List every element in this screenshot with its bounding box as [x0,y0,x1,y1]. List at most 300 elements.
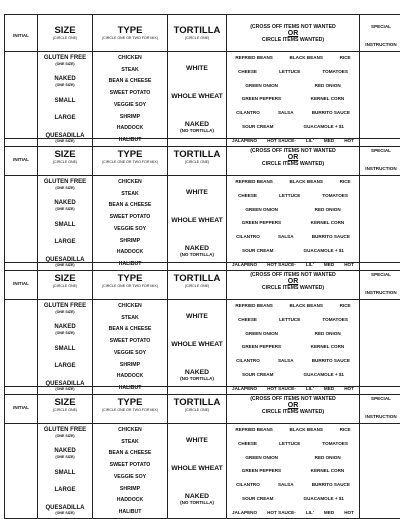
topping-option[interactable]: GREEN ONION [245,455,278,460]
size-option[interactable] [38,363,92,370]
toppings-row [227,193,359,198]
type-option[interactable]: CHICKEN [93,55,167,61]
toppings-row [227,83,359,88]
topping-option[interactable]: KERNEL CORN [311,468,345,473]
size-option-label: QUESADILLA [46,505,85,511]
size-title: SIZE [38,150,92,160]
topping-option[interactable]: BURRITO SAUCE [312,482,350,487]
tortilla-option-note: (NO TORTILLA) [168,128,226,133]
size-option[interactable] [38,115,92,122]
topping-option[interactable]: GREEN PEPPERS [242,344,281,349]
order-table [4,386,400,519]
size-option[interactable] [38,470,92,477]
topping-option[interactable]: LIL' [306,386,314,391]
type-option[interactable]: SHRIMP [93,114,167,120]
size-option[interactable] [38,505,92,516]
type-option[interactable]: HADDOCK [93,497,167,503]
size-option[interactable] [38,487,92,494]
order-block [4,386,396,508]
size-header [38,15,93,52]
topping-option[interactable]: JALAPENO [232,262,257,267]
topping-option[interactable]: HOT SAUCE- [267,138,296,143]
type-option[interactable]: VEGGIE SOY [93,226,167,232]
size-option-label: QUESADILLA [46,133,85,139]
options-instruction-or: OR [227,30,359,37]
tortilla-cell [168,424,227,519]
size-option-label: LARGE [55,363,76,369]
toppings-options [227,176,359,270]
toppings-row [227,358,359,363]
size-option-note: (ONE SIZE) [38,62,92,66]
size-option[interactable] [38,346,92,353]
type-option[interactable]: HALIBUT [93,261,167,267]
topping-option[interactable]: TOMATOES [322,193,348,198]
type-title: TYPE [93,398,167,408]
type-option[interactable]: VEGGIE SOY [93,102,167,108]
topping-option[interactable]: RICE [340,303,351,308]
toppings-row [227,220,359,225]
size-option[interactable] [38,239,92,246]
topping-option[interactable]: LIL' [306,510,314,515]
type-option[interactable]: SWEET POTATO [93,90,167,96]
type-cell [93,300,168,395]
options-instruction-or: OR [227,154,359,161]
topping-option[interactable]: CILANTRO [236,358,260,363]
toppings-row [227,344,359,349]
size-option-note: (ONE SIZE) [38,83,92,87]
tortilla-option[interactable] [168,493,226,505]
order-table [4,262,400,395]
topping-option[interactable]: SOUR CREAM [242,372,273,377]
tortilla-title: TORTILLA [168,398,226,408]
topping-option[interactable]: REFRIED BEANS [235,55,273,60]
topping-option[interactable]: TOMATOES [322,69,348,74]
tortilla-option-label: NAKED [185,245,209,252]
initial-cell[interactable] [5,176,38,271]
size-option-label: QUESADILLA [46,257,85,263]
toppings-row [227,510,359,515]
topping-option[interactable]: LIL' [306,138,314,143]
tortilla-option-label: WHOLE WHEAT [171,93,223,100]
topping-option[interactable]: BLACK BEANS [290,427,323,432]
topping-option[interactable]: GREEN ONION [245,331,278,336]
tortilla-title: TORTILLA [168,26,226,36]
size-option[interactable] [38,179,92,190]
tortilla-option-label: WHOLE WHEAT [171,341,223,348]
tortilla-option-label: WHITE [186,189,208,196]
topping-option[interactable]: HOT SAUCE- [267,510,296,515]
size-option[interactable] [38,448,92,459]
initial-cell[interactable] [5,52,38,147]
topping-option[interactable]: MED [324,510,334,515]
options-instruction-line1: (CROSS OFF ITEMS NOT WANTED [227,272,359,278]
type-cell [93,424,168,519]
tortilla-option-note: (NO TORTILLA) [168,500,226,505]
header-row [5,263,400,300]
toppings-row [227,441,359,446]
topping-option[interactable]: LETTUCE [279,441,300,446]
size-option-label: NAKED [54,200,75,206]
topping-option[interactable]: HOT [344,386,354,391]
type-header [93,139,168,176]
tortilla-option[interactable] [168,217,226,224]
topping-option[interactable]: MED [324,262,334,267]
toppings-row [227,455,359,460]
topping-option[interactable]: SALSA [278,358,294,363]
topping-option[interactable]: BLACK BEANS [290,303,323,308]
toppings-cell [227,424,360,519]
options-instruction-line2: CIRCLE ITEMS WANTED) [227,409,359,415]
size-option[interactable] [38,222,92,229]
tortilla-header [168,15,227,52]
options-instruction-line2: CIRCLE ITEMS WANTED) [227,37,359,43]
options-instruction-line1: (CROSS OFF ITEMS NOT WANTED [227,148,359,154]
special-header [360,263,400,300]
topping-option[interactable]: GUACAMOLE + $1 [304,372,344,377]
topping-option[interactable]: HOT SAUCE- [267,262,296,267]
size-cell [38,424,93,519]
size-option-label: GLUTEN FREE [44,303,86,309]
tortilla-option[interactable] [168,369,226,381]
size-options [38,300,92,394]
tortilla-title: TORTILLA [168,150,226,160]
size-option-note: (ONE SIZE) [38,511,92,515]
header-row [5,387,400,424]
tortilla-option[interactable] [168,93,226,100]
tortilla-option[interactable] [168,341,226,348]
special-instruction-label: SPECIAL INSTRUCTION [365,396,396,419]
topping-option[interactable]: GREEN ONION [245,83,278,88]
order-table [4,138,400,271]
type-options [93,424,167,518]
initial-label: INITIAL [13,157,29,162]
topping-option[interactable]: REFRIED BEANS [235,427,273,432]
tortilla-option[interactable] [168,121,226,133]
type-option[interactable]: STEAK [93,67,167,73]
size-option-note: (ONE SIZE) [38,263,92,267]
size-option-label: LARGE [55,487,76,493]
topping-option[interactable]: GUACAMOLE + $1 [304,124,344,129]
topping-option[interactable]: GREEN ONION [245,207,278,212]
options-instruction-or: OR [227,278,359,285]
type-header [93,263,168,300]
tortilla-option-label: WHITE [186,65,208,72]
special-instruction-label: SPECIAL INSTRUCTION [365,24,396,47]
topping-option[interactable]: LIL' [306,262,314,267]
special-header [360,139,400,176]
size-option-label: LARGE [55,115,76,121]
size-cell [38,52,93,147]
tortilla-option-label: NAKED [185,121,209,128]
options-header [227,15,360,52]
toppings-options [227,52,359,146]
topping-option[interactable]: GREEN PEPPERS [242,468,281,473]
initial-label: INITIAL [13,405,29,410]
tortilla-option-note: (NO TORTILLA) [168,252,226,257]
topping-option[interactable]: LETTUCE [279,69,300,74]
initial-header [5,263,38,300]
type-option[interactable]: SHRIMP [93,238,167,244]
type-option[interactable]: BEAN & CHEESE [93,202,167,208]
topping-option[interactable]: CHEESE [238,69,257,74]
tortilla-cell [168,300,227,395]
type-option[interactable]: VEGGIE SOY [93,350,167,356]
type-option[interactable]: STEAK [93,315,167,321]
tortilla-option-label: NAKED [185,493,209,500]
size-option-note: (ONE SIZE) [38,139,92,143]
topping-option[interactable]: RICE [340,55,351,60]
topping-option[interactable]: CILANTRO [236,482,260,487]
initial-header [5,387,38,424]
entry-row [5,424,400,519]
type-option[interactable]: SWEET POTATO [93,462,167,468]
size-option-label: SMALL [55,470,76,476]
options-header [227,139,360,176]
toppings-row [227,179,359,184]
initial-header [5,139,38,176]
type-option[interactable]: HADDOCK [93,249,167,255]
topping-option[interactable]: SALSA [278,110,294,115]
special-instruction-cell[interactable] [360,52,400,147]
size-option-label: SMALL [55,346,76,352]
options-instruction-line1: (CROSS OFF ITEMS NOT WANTED [227,396,359,402]
topping-option[interactable]: HOT [344,510,354,515]
size-options [38,424,92,518]
size-option-label: SMALL [55,222,76,228]
topping-option[interactable]: LETTUCE [279,193,300,198]
type-option[interactable]: SWEET POTATO [93,214,167,220]
size-subtitle: (CIRCLE ONE) [38,284,92,289]
type-option[interactable]: SHRIMP [93,362,167,368]
tortilla-option[interactable] [168,189,226,196]
topping-option[interactable]: SALSA [278,234,294,239]
tortilla-option-label: WHOLE WHEAT [171,465,223,472]
topping-option[interactable]: LETTUCE [279,317,300,322]
type-option[interactable]: CHICKEN [93,427,167,433]
size-option-label: NAKED [54,448,75,454]
tortilla-option[interactable] [168,465,226,472]
size-option-note: (ONE SIZE) [38,455,92,459]
topping-option[interactable]: BLACK BEANS [290,179,323,184]
special-instruction-label: SPECIAL INSTRUCTION [365,148,396,171]
tortilla-option[interactable] [168,313,226,320]
topping-option[interactable]: REFRIED BEANS [235,303,273,308]
header-row [5,15,400,52]
tortilla-header [168,139,227,176]
size-option-label: GLUTEN FREE [44,427,86,433]
type-cell [93,176,168,271]
initial-cell[interactable] [5,300,38,395]
topping-option[interactable]: HOT [344,262,354,267]
topping-option[interactable]: JALAPENO [232,386,257,391]
topping-option[interactable]: KERNEL CORN [311,96,345,101]
topping-option[interactable]: TOMATOES [322,441,348,446]
special-instruction-cell[interactable] [360,300,400,395]
type-option[interactable]: HALIBUT [93,385,167,391]
entry-row [5,176,400,271]
topping-option[interactable]: RED ONION [315,455,341,460]
toppings-cell [227,176,360,271]
topping-option[interactable]: RED ONION [315,331,341,336]
topping-option[interactable]: BURRITO SAUCE [312,358,350,363]
tortilla-header [168,387,227,424]
options-header [227,263,360,300]
toppings-row [227,372,359,377]
size-option[interactable] [38,303,92,314]
tortilla-subtitle: (CIRCLE ONE) [168,36,226,41]
size-options [38,176,92,270]
initial-header [5,15,38,52]
topping-option[interactable]: CHEESE [238,441,257,446]
size-title: SIZE [38,26,92,36]
topping-option[interactable]: SALSA [278,482,294,487]
toppings-cell [227,52,360,147]
type-title: TYPE [93,274,167,284]
tortilla-cell [168,52,227,147]
topping-option[interactable]: SOUR CREAM [242,124,273,129]
topping-option[interactable]: RED ONION [315,207,341,212]
type-option[interactable]: HALIBUT [93,509,167,515]
type-option[interactable]: BEAN & CHEESE [93,326,167,332]
topping-option[interactable]: GUACAMOLE + $1 [304,496,344,501]
size-option-label: NAKED [54,324,75,330]
tortilla-title: TORTILLA [168,274,226,284]
type-option[interactable]: CHICKEN [93,303,167,309]
tortilla-header [168,263,227,300]
type-option[interactable]: BEAN & CHEESE [93,78,167,84]
tortilla-subtitle: (CIRCLE ONE) [168,160,226,165]
initial-label: INITIAL [13,33,29,38]
toppings-row [227,207,359,212]
topping-option[interactable]: CHEESE [238,317,257,322]
type-subtitle: (CIRCLE ONE OR TWO FOR MIX) [93,36,167,41]
type-header [93,387,168,424]
initial-cell[interactable] [5,424,38,519]
size-cell [38,176,93,271]
size-option[interactable] [38,200,92,211]
size-option-note: (ONE SIZE) [38,434,92,438]
topping-option[interactable]: GREEN PEPPERS [242,220,281,225]
topping-option[interactable]: GREEN PEPPERS [242,96,281,101]
size-subtitle: (CIRCLE ONE) [38,36,92,41]
size-option-label: SMALL [55,98,76,104]
tortilla-option[interactable] [168,245,226,257]
topping-option[interactable]: REFRIED BEANS [235,179,273,184]
type-option[interactable]: SWEET POTATO [93,338,167,344]
type-option[interactable]: VEGGIE SOY [93,474,167,480]
size-option-note: (ONE SIZE) [38,186,92,190]
tortilla-options [168,424,226,518]
topping-option[interactable]: RICE [340,179,351,184]
toppings-row [227,427,359,432]
size-option[interactable] [38,324,92,335]
topping-option[interactable]: KERNEL CORN [311,344,345,349]
tortilla-option[interactable] [168,437,226,444]
topping-option[interactable]: RICE [340,427,351,432]
size-option[interactable] [38,427,92,438]
tortilla-option[interactable] [168,65,226,72]
toppings-row [227,96,359,101]
topping-option[interactable]: HOT [344,138,354,143]
topping-option[interactable]: TOMATOES [322,317,348,322]
entry-row [5,52,400,147]
topping-option[interactable]: HOT SAUCE- [267,386,296,391]
size-option-label: QUESADILLA [46,381,85,387]
toppings-row [227,234,359,239]
type-option[interactable]: STEAK [93,191,167,197]
size-option-label: NAKED [54,76,75,82]
tortilla-options [168,300,226,394]
size-option[interactable] [38,55,92,66]
order-block [4,138,396,260]
options-instruction-line2: CIRCLE ITEMS WANTED) [227,161,359,167]
topping-option[interactable]: CHEESE [238,193,257,198]
type-header [93,15,168,52]
toppings-row [227,55,359,60]
type-subtitle: (CIRCLE ONE OR TWO FOR MIX) [93,284,167,289]
topping-option[interactable]: GUACAMOLE + $1 [304,248,344,253]
special-instruction-cell[interactable] [360,176,400,271]
type-option[interactable]: STEAK [93,439,167,445]
type-subtitle: (CIRCLE ONE OR TWO FOR MIX) [93,160,167,165]
topping-option[interactable]: BURRITO SAUCE [312,234,350,239]
topping-option[interactable]: SOUR CREAM [242,248,273,253]
type-option[interactable]: HADDOCK [93,125,167,131]
size-subtitle: (CIRCLE ONE) [38,160,92,165]
toppings-row [227,482,359,487]
size-options [38,52,92,146]
size-option-label: GLUTEN FREE [44,179,86,185]
topping-option[interactable]: BURRITO SAUCE [312,110,350,115]
topping-option[interactable]: MED [324,386,334,391]
special-instruction-cell[interactable] [360,424,400,519]
options-instruction-or: OR [227,402,359,409]
options-instruction-line2: CIRCLE ITEMS WANTED) [227,285,359,291]
type-option[interactable]: HALIBUT [93,137,167,143]
size-header [38,263,93,300]
type-option[interactable]: CHICKEN [93,179,167,185]
topping-option[interactable]: JALAPENO [232,138,257,143]
topping-option[interactable]: BLACK BEANS [290,55,323,60]
tortilla-option-note: (NO TORTILLA) [168,376,226,381]
tortilla-subtitle: (CIRCLE ONE) [168,408,226,413]
toppings-row [227,124,359,129]
size-option[interactable] [38,98,92,105]
size-title: SIZE [38,274,92,284]
size-header [38,139,93,176]
topping-option[interactable]: CILANTRO [236,110,260,115]
type-option[interactable]: SHRIMP [93,486,167,492]
tortilla-option-label: WHITE [186,437,208,444]
topping-option[interactable]: SOUR CREAM [242,496,273,501]
tortilla-option-label: NAKED [185,369,209,376]
topping-option[interactable]: RED ONION [315,83,341,88]
type-options [93,300,167,394]
topping-option[interactable]: KERNEL CORN [311,220,345,225]
type-option[interactable]: HADDOCK [93,373,167,379]
type-options [93,52,167,146]
type-option[interactable]: BEAN & CHEESE [93,450,167,456]
topping-option[interactable]: MED [324,138,334,143]
size-option[interactable] [38,76,92,87]
entry-row [5,300,400,395]
tortilla-subtitle: (CIRCLE ONE) [168,284,226,289]
type-subtitle: (CIRCLE ONE OR TWO FOR MIX) [93,408,167,413]
topping-option[interactable]: CILANTRO [236,234,260,239]
tortilla-options [168,176,226,270]
toppings-row [227,69,359,74]
topping-option[interactable]: JALAPENO [232,510,257,515]
